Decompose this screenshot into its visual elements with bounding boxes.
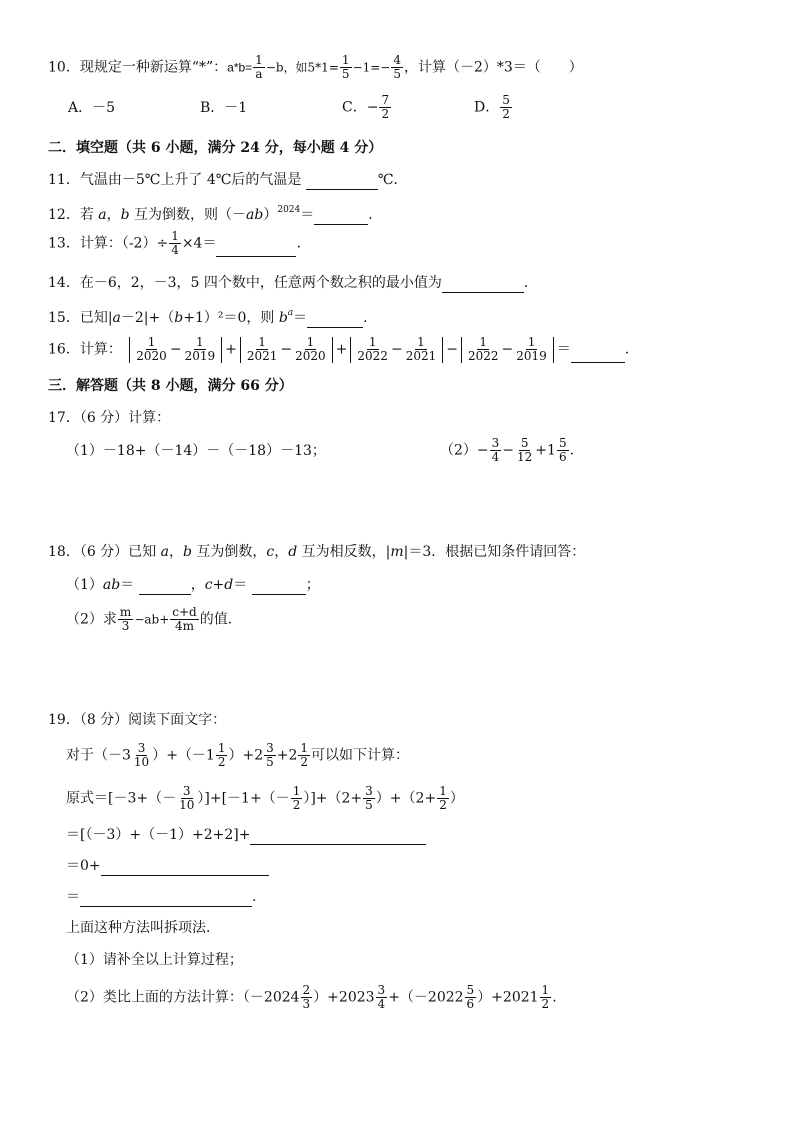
answer-blank[interactable]: [101, 859, 269, 876]
fraction: $\frac{2}{3}$: [302, 983, 311, 1011]
fraction: $\frac{c+d}{4m}$: [172, 605, 197, 633]
fraction: $\frac{5}{12}$: [517, 436, 533, 464]
q11: 11．气温由－5℃上升了 4℃后的气温是 ℃．: [48, 172, 408, 188]
q17-stem: 17．（6 分）计算：: [48, 410, 171, 426]
fraction: $\frac{5}{2}$: [502, 93, 510, 121]
q10-option-d: D． $\frac{5}{2}$: [474, 93, 510, 121]
q19-line8: （2）类比上面的方法计算：（－2024 $\frac{2}{3}$ ）+2023 $\frac{3}{4}$ +（－2022 $\frac{5}{6}$ ）+2021 $\frac{1}{2}$ .: [66, 983, 557, 1011]
q18-part2: （2）求 $\frac{m}{3}$ −ab+ $\frac{c+d}{4m}$ 的值.: [66, 605, 233, 633]
fraction: $\frac{1}{2021}$: [405, 335, 437, 363]
q10-ex: −1=−: [352, 60, 391, 75]
q15: 15．已知|a－2|+（b+1）²＝0，则 $b^a=$ .: [48, 308, 368, 326]
answer-blank[interactable]: [442, 276, 524, 293]
fraction: $\frac{1}{2022}$: [357, 335, 388, 363]
answer-blank[interactable]: [250, 828, 426, 845]
q10-option-a: A．－5: [68, 100, 116, 116]
q10-def-rhs: −b，如5*1=: [265, 60, 339, 75]
fraction: $\frac{1}{2}$: [439, 784, 447, 812]
answer-blank[interactable]: [306, 173, 378, 190]
q19-line5: ＝ .: [66, 889, 257, 905]
q10-option-c: C．− $\frac{7}{2}$: [342, 93, 390, 121]
q10-option-b: B．－1: [200, 100, 248, 116]
fraction: $\frac{1}{2020}$: [295, 335, 326, 363]
fraction: $\frac{1}{2019}$: [184, 335, 216, 363]
q16: 16．计算： $\frac{1}{2020}$ − $\frac{1}{2019}$ + $\frac{1}{2021}$ − $\frac{1}{2020}$ + $\frac{1}{2022}$ − $\frac{1}{2021}$ − $\frac{1}{2022}$ − $\frac{1}{2019}$ ＝ .: [48, 335, 630, 363]
q17-part2: （2）− $\frac{3}{4}$ − $\frac{5}{12}$ +1 $\frac{5}{6}$ .: [440, 436, 575, 464]
fraction: $\frac{1}{2020}$: [136, 335, 167, 363]
answer-blank[interactable]: [80, 890, 252, 907]
answer-blank[interactable]: [139, 578, 191, 595]
fraction: $\frac{3}{4}$: [491, 436, 500, 464]
q19-line2: 原式＝[－3+（－ $\frac{3}{10}$ ）]+[－1+（－ $\frac{1}{2}$ ）]+（2+ $\frac{3}{5}$ ）+（2+ $\frac{1}{2}$ ）: [66, 784, 464, 812]
answer-blank[interactable]: [252, 578, 306, 595]
fraction: $\frac{1}{2}$: [300, 741, 309, 769]
fraction: $\frac{1}{4}$: [171, 229, 179, 257]
q10-stem: [48, 54, 583, 81]
fraction: $\frac{m}{3}$: [119, 605, 132, 633]
q18-stem: 18．（6 分）已知 a，b 互为倒数，c，d 互为相反数，|m|＝3．根据已知条件请回答：: [48, 544, 586, 560]
q14: 14．在－6，2，－3，5 四个数中，任意两个数之积的最小值为 .: [48, 275, 529, 291]
fraction: $\frac{1}{2}$: [292, 784, 301, 812]
fraction: $\frac{1}{a}$: [255, 53, 263, 81]
q19-line3: ＝[（－3）+（－1）+2+2]+: [66, 825, 426, 845]
q19-stem: 19．（8 分）阅读下面文字：: [48, 712, 227, 728]
q10-def: a*b=: [227, 60, 253, 75]
fraction: $\frac{7}{2}$: [381, 93, 390, 121]
fraction: $\frac{1}{2019}$: [516, 335, 547, 363]
q13: 13．计算：（-2）÷ $\frac{1}{4}$ ×4＝ .: [48, 229, 301, 257]
fraction: $\frac{1}{2022}$: [467, 335, 499, 363]
q19-line6: 上面这种方法叫拆项法．: [66, 920, 220, 936]
answer-blank[interactable]: [216, 240, 296, 257]
fraction: $\frac{3}{5}$: [266, 741, 274, 769]
fraction: $\frac{1}{5}$: [341, 53, 350, 81]
q10-text: 10．现规定一种新运算“*”：: [48, 59, 228, 76]
q17-part1: （1）－18+（－14）－（－18）－13；: [66, 443, 326, 459]
q10-text-b: ，计算（－2）*3＝（ ）: [403, 59, 583, 76]
q18-part1: （1）ab＝ ，c+d＝ ；: [66, 577, 320, 593]
fraction: $\frac{3}{4}$: [377, 983, 386, 1011]
answer-blank[interactable]: [571, 346, 625, 363]
q19-line4: ＝0+: [66, 856, 269, 876]
section-heading-solve: 三．解答题（共 8 小题，满分 66 分）: [48, 378, 293, 394]
answer-blank[interactable]: [314, 208, 368, 225]
fraction: $\frac{1}{2}$: [217, 741, 226, 769]
fraction: $\frac{4}{5}$: [393, 53, 401, 81]
fraction: $\frac{1}{2021}$: [246, 335, 278, 363]
fraction: $\frac{3}{10}$: [133, 741, 150, 769]
q19-line1: 对于（－3 $\frac{3}{10}$ ）+（－1 $\frac{1}{2}$ ）+2 $\frac{3}{5}$ +2 $\frac{1}{2}$ 可以如下计算：: [66, 741, 410, 769]
fraction: $\frac{1}{2}$: [541, 983, 550, 1011]
q12: 12．若 a，b 互为倒数，则$(-ab)^{2024}=$ .: [48, 205, 373, 223]
fraction: $\frac{3}{5}$: [365, 784, 373, 812]
answer-blank[interactable]: [307, 311, 363, 328]
fraction: $\frac{5}{6}$: [466, 983, 475, 1011]
fraction: $\frac{5}{6}$: [558, 436, 567, 464]
q19-line7: （1）请补全以上计算过程；: [66, 952, 243, 968]
section-heading-fill: 二．填空题（共 6 小题，满分 24 分，每小题 4 分）: [48, 140, 383, 156]
fraction: $\frac{3}{10}$: [179, 784, 195, 812]
